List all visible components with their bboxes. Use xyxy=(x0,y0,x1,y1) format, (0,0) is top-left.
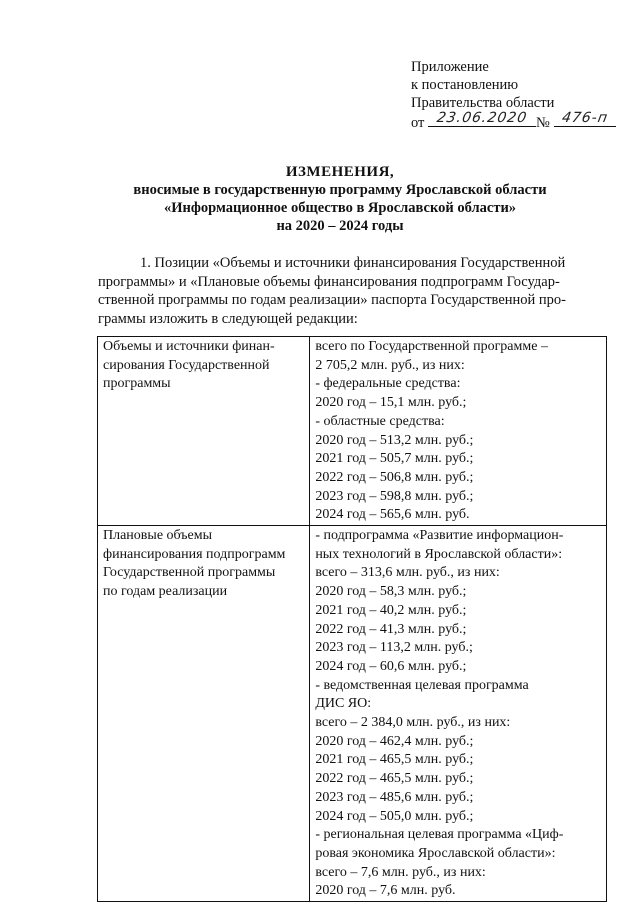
intro-line: программы» и «Плановые объемы финансирования подпрограмм Государ- xyxy=(98,273,560,290)
cell-value-line: 2022 год – 41,3 млн. руб.; xyxy=(315,621,467,637)
cell-value-line: 2024 год – 505,0 млн. руб.; xyxy=(315,808,474,824)
appendix-line-2: к постановлению xyxy=(411,77,519,93)
cell-label-line: по годам реализации xyxy=(103,584,228,600)
appendix-date-line xyxy=(411,112,626,132)
appendix-line-1: Приложение xyxy=(411,59,489,75)
cell-value-line: ровая экономика Ярославской области»: xyxy=(315,845,556,861)
cell-value-line: всего – 313,6 млн. руб., из них: xyxy=(315,565,500,581)
cell-value-line: всего – 7,6 млн. руб., из них: xyxy=(315,864,486,880)
table-row xyxy=(98,337,607,526)
cell-label-line: Государственной программы xyxy=(103,565,276,581)
number-sign: № xyxy=(536,115,550,131)
document-heading xyxy=(80,163,600,235)
cell-value-line: - областные средства: xyxy=(315,413,445,429)
cell-value-line: 2022 год – 506,8 млн. руб.; xyxy=(315,469,474,485)
cell-label-line: Плановые объемы xyxy=(103,528,213,544)
cell-label-line: финансирования подпрограмм xyxy=(103,546,286,562)
cell-value-line: 2020 год – 15,1 млн. руб.; xyxy=(315,395,467,411)
heading-title: ИЗМЕНЕНИЯ, xyxy=(285,164,395,180)
appendix-block xyxy=(411,58,626,132)
cell-value-line: - ведомственная целевая программа xyxy=(315,677,529,693)
cell-value-line: ных технологий в Ярославской области»: xyxy=(315,546,563,562)
cell-label-line: Объемы и источники финан- xyxy=(103,339,275,354)
cell-value-line: 2021 год – 505,7 млн. руб.; xyxy=(315,451,474,467)
intro-line: граммы изложить в следующей редакции: xyxy=(98,310,358,327)
number-blank xyxy=(554,112,616,127)
table-row xyxy=(98,526,607,902)
cell-value-line: 2020 год – 7,6 млн. руб. xyxy=(315,883,456,899)
cell-value-line: 2020 год – 58,3 млн. руб.; xyxy=(315,584,467,600)
cell-value-line: 2024 год – 60,6 млн. руб.; xyxy=(315,658,467,674)
cell-value-line: всего – 2 384,0 млн. руб., из них: xyxy=(315,715,511,731)
cell-value-line: - региональная целевая программа «Циф- xyxy=(315,827,564,843)
intro-line: ственной программы по годам реализации» паспорта Государственной про- xyxy=(98,292,566,308)
handwritten-number: 476-п xyxy=(560,110,609,126)
cell-value-line: - подпрограмма «Развитие информацион- xyxy=(315,528,564,544)
passport-table xyxy=(97,336,607,902)
cell-value-line: ДИС ЯО: xyxy=(315,696,372,712)
heading-line-4: на 2020 – 2024 годы xyxy=(276,218,404,234)
cell-value-line: 2023 год – 113,2 млн. руб.; xyxy=(315,640,473,656)
heading-line-2: вносимые в государственную программу Ярославской области xyxy=(133,182,547,198)
table-cell-label xyxy=(98,337,310,526)
cell-label-line: программы xyxy=(103,376,171,392)
table-cell-value xyxy=(310,526,607,902)
table-cell-label xyxy=(98,526,310,902)
cell-value-line: 2023 год – 485,6 млн. руб.; xyxy=(315,789,474,805)
cell-value-line: 2021 год – 40,2 млн. руб.; xyxy=(315,602,467,618)
intro-line: 1. Позиции «Объемы и источники финансирования Государственной xyxy=(140,255,566,271)
cell-value-line: 2020 год – 462,4 млн. руб.; xyxy=(315,733,474,749)
intro-paragraph xyxy=(98,254,606,328)
cell-value-line: всего по Государственной программе – xyxy=(315,339,548,354)
table-cell-value xyxy=(310,337,607,526)
cell-value-line: 2 705,2 млн. руб., из них: xyxy=(315,357,465,373)
cell-value-line: 2024 год – 565,6 млн. руб. xyxy=(315,507,470,523)
cell-value-line: 2021 год – 465,5 млн. руб.; xyxy=(315,752,474,768)
cell-label-line: сирования Государственной xyxy=(103,357,270,373)
handwritten-date: 23.06.2020 xyxy=(435,110,529,126)
cell-value-line: 2023 год – 598,8 млн. руб.; xyxy=(315,488,474,504)
heading-line-3: «Информационное общество в Ярославской области» xyxy=(163,200,517,216)
date-prefix: от xyxy=(411,115,425,131)
appendix-line-3: Правительства области xyxy=(411,95,555,111)
passport-table-body xyxy=(98,337,607,902)
date-blank xyxy=(428,112,536,127)
cell-value-line: - федеральные средства: xyxy=(315,376,461,392)
cell-value-line: 2020 год – 513,2 млн. руб.; xyxy=(315,432,474,448)
cell-value-line: 2022 год – 465,5 млн. руб.; xyxy=(315,771,474,787)
